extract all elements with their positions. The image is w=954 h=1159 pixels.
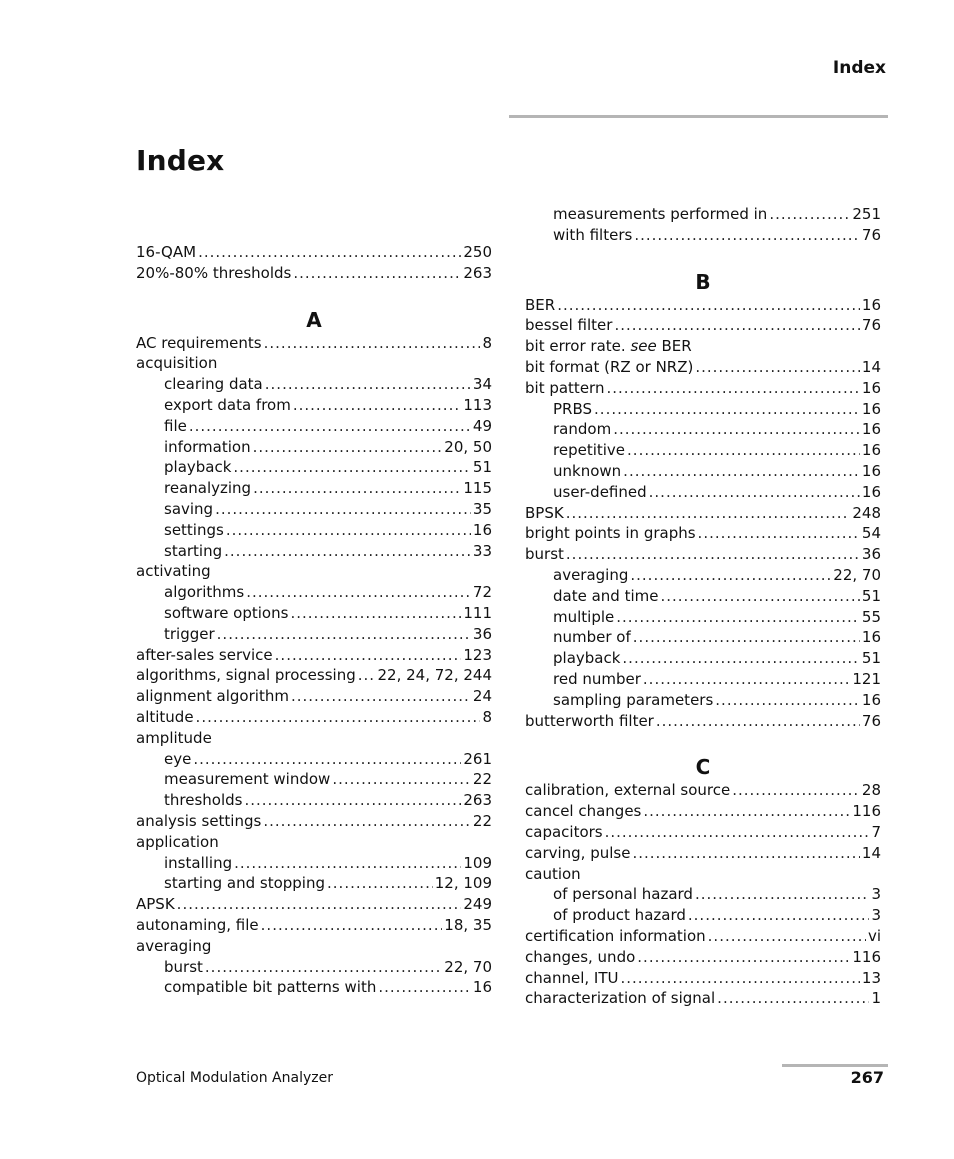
index-entry (525, 822, 881, 843)
dot-leader (633, 627, 860, 648)
index-subentry (136, 499, 492, 520)
page-reference[interactable]: 8 (482, 333, 492, 352)
index-letter-heading: C (695, 755, 711, 780)
dot-leader (627, 440, 860, 461)
page-reference[interactable]: 3 (871, 906, 881, 925)
page-reference[interactable]: 13 (861, 968, 881, 987)
index-term: butterworth filter (525, 711, 654, 730)
index-subentry (136, 520, 492, 541)
dot-leader (606, 378, 859, 399)
page-reference[interactable]: 248 (852, 503, 881, 522)
index-term: acquisition (136, 354, 218, 373)
dot-leader (226, 520, 471, 541)
dot-leader (769, 204, 850, 225)
dot-leader (264, 333, 481, 354)
index-subentry (136, 374, 492, 395)
page-reference[interactable]: 12, 109 (434, 874, 492, 893)
index-entry (525, 801, 881, 822)
index-subentry (136, 582, 492, 603)
index-subentry (136, 790, 492, 811)
dot-leader (275, 645, 462, 666)
dot-leader (263, 811, 471, 832)
index-term: measurement window (164, 770, 331, 789)
dot-leader (177, 894, 462, 915)
page-reference[interactable]: 249 (463, 895, 492, 914)
dot-leader (358, 665, 376, 686)
index-term: measurements performed in (553, 205, 768, 223)
index-term: multiple (553, 607, 615, 626)
index-entry (525, 947, 881, 968)
index-entry (136, 645, 492, 666)
dot-leader (234, 853, 461, 874)
page-reference[interactable]: 250 (463, 243, 492, 261)
index-entry (136, 561, 492, 582)
dot-leader (293, 395, 462, 416)
page-reference[interactable]: 22, 24, 72, 244 (377, 666, 492, 685)
page-reference[interactable]: 16 (861, 628, 881, 647)
index-term: compatible bit patterns with (164, 978, 377, 997)
page-reference[interactable]: 111 (463, 603, 492, 622)
index-entry (136, 728, 492, 749)
page-reference[interactable]: 16 (861, 690, 881, 709)
footer-rule (782, 1064, 888, 1067)
page-reference[interactable]: 123 (463, 645, 492, 664)
dot-leader (244, 790, 461, 811)
index-subentry (136, 977, 492, 998)
index-term: altitude (136, 707, 194, 726)
index-term: clearing data (164, 375, 263, 394)
dot-leader (566, 544, 860, 565)
index-column-right (525, 204, 881, 1009)
index-subentry (136, 769, 492, 790)
page-reference[interactable]: 22, 70 (444, 957, 492, 976)
see-reference-target[interactable]: BER (661, 337, 692, 356)
page-reference[interactable]: 16 (861, 378, 881, 397)
index-term: random (553, 420, 612, 439)
index-subentry (136, 457, 492, 478)
index-subentry (136, 603, 492, 624)
page-reference[interactable]: 116 (852, 947, 881, 966)
dot-leader (649, 482, 860, 503)
page-reference[interactable]: 76 (861, 316, 881, 335)
page-reference[interactable]: 20, 50 (444, 437, 492, 456)
index-subentry (525, 482, 881, 503)
index-term: playback (164, 458, 232, 477)
index-entry (525, 503, 881, 524)
header-rule (509, 115, 888, 118)
index-term: reanalyzing (164, 479, 252, 498)
index-entry (525, 968, 881, 989)
index-term: PRBS (553, 399, 593, 418)
dot-leader (708, 926, 866, 947)
dot-leader (695, 357, 860, 378)
index-entry (525, 378, 881, 399)
page-reference[interactable]: 16 (861, 482, 881, 501)
index-term: installing (164, 853, 233, 872)
page-reference[interactable]: 16 (472, 520, 492, 539)
index-entry (525, 864, 881, 885)
index-term: application (136, 832, 219, 851)
index-subentry (136, 395, 492, 416)
index-term: trigger (164, 624, 215, 643)
dot-leader (656, 711, 860, 732)
dot-leader (196, 707, 481, 728)
index-letter-heading: B (695, 269, 711, 294)
page-reference[interactable]: vi (867, 926, 881, 945)
page-reference[interactable]: 16 (472, 978, 492, 997)
index-subentry (525, 884, 881, 905)
index-entry (136, 665, 492, 686)
dot-leader (253, 437, 443, 458)
dot-leader (215, 499, 471, 520)
index-term: bright points in graphs (525, 524, 696, 543)
page-reference[interactable]: 34 (472, 375, 492, 394)
dot-leader (291, 686, 471, 707)
page-reference[interactable]: 109 (463, 853, 492, 872)
index-term: averaging (136, 936, 212, 955)
index-subentry (525, 690, 881, 711)
index-term: number of (553, 628, 631, 647)
index-term: burst (164, 957, 203, 976)
index-subentry (525, 648, 881, 669)
index-term: sampling parameters (553, 690, 714, 709)
page-reference[interactable]: 251 (852, 205, 881, 223)
dot-leader (378, 977, 471, 998)
dot-leader (217, 624, 471, 645)
page-title: Index (136, 144, 225, 177)
index-subentry (525, 586, 881, 607)
index-term: bit format (RZ or NRZ) (525, 357, 694, 376)
page-reference[interactable]: 51 (472, 458, 492, 477)
index-subentry (525, 419, 881, 440)
index-term: red number (553, 669, 641, 688)
index-term: of product hazard (553, 906, 686, 925)
index-letter-heading: A (306, 307, 322, 332)
page-reference[interactable]: 261 (463, 749, 492, 768)
page-reference[interactable]: 18, 35 (444, 915, 492, 934)
index-term: BER (525, 295, 556, 314)
dot-leader (566, 503, 851, 524)
index-subentry (525, 225, 881, 246)
index-term: certification information (525, 926, 706, 945)
index-subentry (136, 478, 492, 499)
index-entry (136, 242, 492, 263)
index-entry (525, 544, 881, 565)
index-subentry (136, 957, 492, 978)
index-entry (525, 315, 881, 336)
index-term: algorithms, signal processing (136, 666, 356, 685)
index-term: autonaming, file (136, 915, 259, 934)
section-spacer (136, 284, 492, 307)
page-reference[interactable]: 22, 70 (833, 565, 881, 584)
index-term: starting and stopping (164, 874, 326, 893)
page-reference[interactable]: 7 (871, 822, 881, 841)
index-term: bit error rate. (525, 337, 626, 356)
index-term: 20%-80% thresholds (136, 263, 292, 282)
page-reference[interactable]: 14 (861, 357, 881, 376)
page-reference[interactable]: 51 (861, 586, 881, 605)
index-subentry (525, 669, 881, 690)
dot-leader (246, 582, 471, 603)
page-reference[interactable]: 76 (861, 225, 881, 244)
dot-leader (622, 648, 860, 669)
see-reference-label: see (630, 337, 657, 356)
dot-leader (698, 523, 860, 544)
page-reference[interactable]: 14 (861, 843, 881, 862)
dot-leader (616, 607, 860, 628)
index-term: APSK (136, 895, 175, 914)
page-reference[interactable]: 28 (861, 781, 881, 800)
dot-leader (557, 295, 860, 316)
index-entry (136, 353, 492, 374)
page-reference[interactable]: 35 (472, 499, 492, 518)
index-subentry (136, 541, 492, 562)
index-term: changes, undo (525, 947, 636, 966)
index-term: carving, pulse (525, 843, 631, 862)
dot-leader (224, 541, 471, 562)
index-term: date and time (553, 586, 659, 605)
page-reference[interactable]: 16 (861, 420, 881, 439)
index-entry (136, 263, 492, 284)
page-reference[interactable]: 55 (861, 607, 881, 626)
dot-leader (630, 565, 831, 586)
index-entry (136, 915, 492, 936)
page-reference[interactable]: 8 (482, 707, 492, 726)
dot-leader (327, 873, 433, 894)
dot-leader (189, 416, 471, 437)
page-reference[interactable]: 22 (472, 770, 492, 789)
index-term: saving (164, 499, 214, 518)
dot-leader (290, 603, 461, 624)
index-term: of personal hazard (553, 885, 693, 904)
index-subentry (136, 624, 492, 645)
index-entry (136, 333, 492, 354)
page-reference[interactable]: 16 (861, 441, 881, 460)
page-number: 267 (850, 1068, 884, 1087)
dot-leader (613, 419, 860, 440)
dot-leader (695, 884, 869, 905)
section-spacer (525, 731, 881, 754)
index-term: bit pattern (525, 378, 605, 397)
page-reference[interactable]: 16 (861, 399, 881, 418)
index-column-left (136, 242, 492, 998)
page-reference[interactable]: 113 (463, 395, 492, 414)
index-subentry (525, 440, 881, 461)
index-term: characterization of signal (525, 989, 716, 1008)
index-term: AC requirements (136, 333, 262, 352)
index-term: capacitors (525, 822, 603, 841)
index-entry (525, 336, 881, 357)
dot-leader (332, 769, 471, 790)
index-term: alignment algorithm (136, 687, 289, 706)
index-term: burst (525, 545, 564, 564)
page-reference[interactable]: 49 (472, 416, 492, 435)
index-term: activating (136, 562, 211, 581)
index-subentry (525, 565, 881, 586)
dot-leader (634, 225, 860, 246)
index-term: with filters (553, 225, 633, 244)
section-spacer (525, 246, 881, 269)
index-term: bessel filter (525, 316, 613, 335)
dot-leader (205, 957, 442, 978)
dot-leader (253, 478, 461, 499)
dot-leader (732, 780, 860, 801)
page-reference[interactable]: 36 (861, 545, 881, 564)
page-reference[interactable]: 3 (871, 885, 881, 904)
index-term: repetitive (553, 441, 626, 460)
index-term: software options (164, 603, 289, 622)
index-term: cancel changes (525, 802, 642, 821)
index-entry (136, 832, 492, 853)
page-reference[interactable]: 263 (463, 791, 492, 810)
dot-leader (293, 263, 461, 284)
index-entry (136, 936, 492, 957)
index-term: playback (553, 649, 621, 668)
index-subentry (136, 437, 492, 458)
dot-leader (193, 749, 461, 770)
index-term: export data from (164, 395, 291, 414)
footer-title: Optical Modulation Analyzer (136, 1070, 333, 1086)
page-reference[interactable]: 36 (472, 624, 492, 643)
page-reference[interactable]: 22 (472, 811, 492, 830)
page-reference[interactable]: 33 (472, 541, 492, 560)
index-subentry (136, 749, 492, 770)
dot-leader (614, 315, 859, 336)
index-entry (136, 894, 492, 915)
page-reference[interactable]: 263 (463, 263, 492, 282)
index-entry (136, 811, 492, 832)
index-term: algorithms (164, 583, 245, 602)
index-entry (525, 780, 881, 801)
index-entry (525, 711, 881, 732)
index-term: amplitude (136, 728, 212, 747)
dot-leader (620, 968, 859, 989)
index-term: thresholds (164, 791, 243, 810)
index-term: caution (525, 864, 581, 883)
dot-leader (643, 669, 850, 690)
index-term: user-defined (553, 482, 647, 501)
dot-leader (715, 690, 860, 711)
index-term: information (164, 437, 251, 456)
index-subentry (525, 627, 881, 648)
dot-leader (643, 801, 850, 822)
page-reference[interactable]: 116 (852, 802, 881, 821)
index-subentry (525, 204, 881, 225)
index-entry (525, 523, 881, 544)
dot-leader (717, 988, 869, 1009)
index-subentry (525, 461, 881, 482)
dot-leader (605, 822, 870, 843)
page-reference[interactable]: 121 (852, 669, 881, 688)
index-term: unknown (553, 461, 622, 480)
index-subentry (525, 399, 881, 420)
index-term: analysis settings (136, 811, 262, 830)
dot-leader (637, 947, 850, 968)
page-reference[interactable]: 1 (871, 989, 881, 1008)
index-subentry (525, 607, 881, 628)
page-reference[interactable]: 115 (463, 479, 492, 498)
index-subentry (136, 873, 492, 894)
index-term: averaging (553, 565, 629, 584)
page-reference[interactable]: 51 (861, 649, 881, 668)
dot-leader (632, 843, 859, 864)
index-entry (525, 988, 881, 1009)
index-subentry (525, 905, 881, 926)
dot-leader (198, 242, 461, 263)
page-reference[interactable]: 72 (472, 583, 492, 602)
index-term: channel, ITU (525, 968, 619, 987)
index-term: after-sales service (136, 645, 273, 664)
index-term: 16-QAM (136, 243, 197, 261)
index-term: BPSK (525, 503, 564, 522)
dot-leader (660, 586, 859, 607)
page-reference[interactable]: 76 (861, 711, 881, 730)
page-reference[interactable]: 24 (472, 687, 492, 706)
running-head: Index (832, 58, 886, 78)
page-reference[interactable]: 16 (861, 461, 881, 480)
dot-leader (688, 905, 870, 926)
index-term: settings (164, 520, 224, 539)
index-term: file (164, 416, 187, 435)
dot-leader (265, 374, 471, 395)
index-term: starting (164, 541, 223, 560)
dot-leader (594, 399, 860, 420)
index-entry (525, 357, 881, 378)
index-entry (136, 686, 492, 707)
index-entry (136, 707, 492, 728)
index-entry (525, 926, 881, 947)
index-entry (525, 843, 881, 864)
dot-leader (233, 457, 471, 478)
dot-leader (623, 461, 860, 482)
index-subentry (136, 853, 492, 874)
index-subentry (136, 416, 492, 437)
index-entry (525, 295, 881, 316)
index-term: calibration, external source (525, 781, 731, 800)
page-reference[interactable]: 16 (861, 295, 881, 314)
index-term: eye (164, 749, 192, 768)
dot-leader (261, 915, 443, 936)
page-reference[interactable]: 54 (861, 524, 881, 543)
